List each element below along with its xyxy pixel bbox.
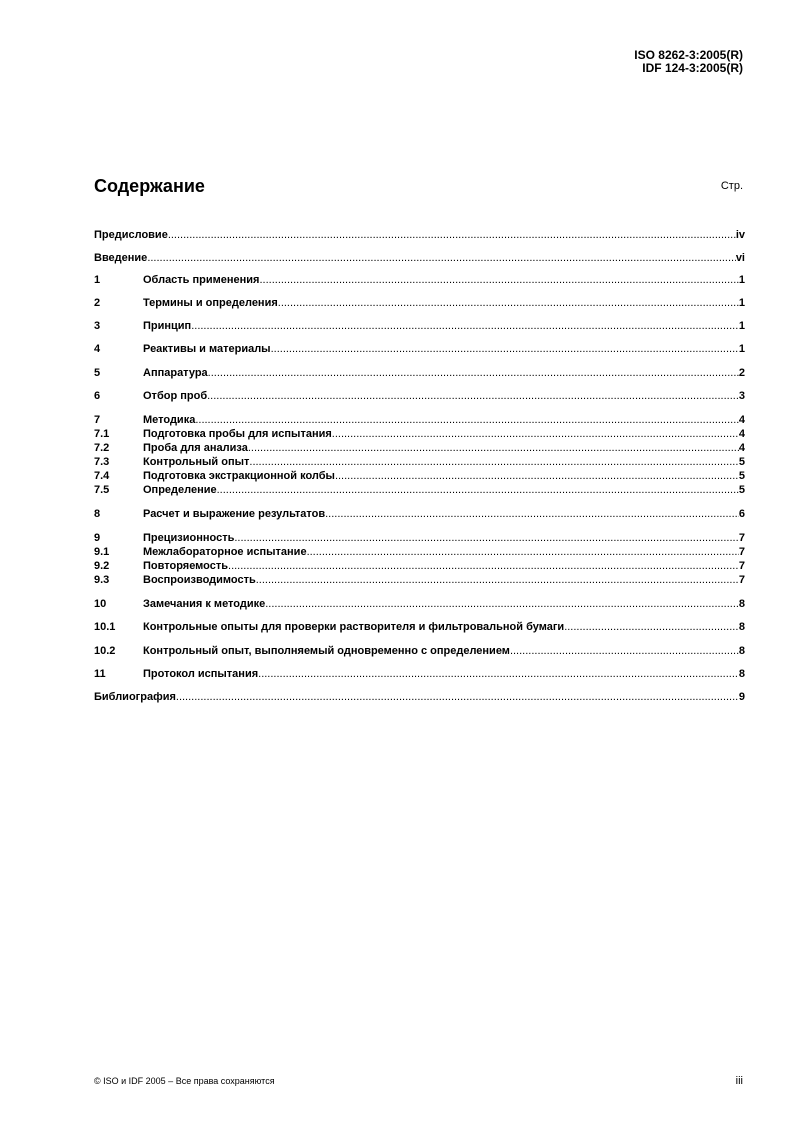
page-footer [94, 1075, 743, 1089]
toc-entry[interactable] [94, 597, 745, 611]
toc-entry[interactable] [94, 507, 745, 521]
dot-leader [332, 427, 739, 441]
toc-entry-title: Контрольный опыт, выполняемый одновременно с определением [143, 645, 510, 657]
toc-entry[interactable] [94, 366, 745, 380]
toc-entry[interactable] [94, 427, 745, 441]
toc-entry-title: Предисловие [94, 229, 168, 241]
toc-entry-title: Контрольные опыты для проверки растворителя и фильтровальной бумаги [143, 621, 565, 633]
toc-entry-page: iv [735, 229, 745, 241]
toc-entry[interactable] [94, 273, 745, 287]
toc-entry-page: 5 [738, 456, 745, 468]
toc-entry-title: Протокол испытания [143, 668, 259, 680]
toc-entry-page: 8 [738, 598, 745, 610]
dot-leader [249, 455, 738, 469]
toc-entry[interactable] [94, 251, 745, 265]
dot-leader [258, 667, 739, 681]
toc-entry-title: Методика [143, 414, 196, 426]
dot-leader [265, 597, 739, 611]
dot-leader [248, 441, 739, 455]
toc-entry-number: 7.5 [94, 484, 110, 496]
toc-entry-title: Воспроизводимость [143, 574, 256, 586]
toc-entry-title: Определение [143, 484, 217, 496]
toc-entry-title: Повторяемость [143, 560, 229, 572]
toc-entry-page: 3 [738, 390, 745, 402]
toc-entry-title: Библиография [94, 691, 176, 703]
dot-leader [234, 531, 739, 545]
toc-entry[interactable] [94, 228, 745, 242]
toc-entry-number: 3 [94, 320, 101, 332]
toc-entry-number: 11 [94, 668, 106, 680]
toc-entry-title: Введение [94, 252, 148, 264]
toc-entry-page: 4 [738, 442, 745, 454]
toc-entry-title: Контрольный опыт [143, 456, 250, 468]
toc-entry[interactable] [94, 483, 745, 497]
idf-standard-number: IDF 124-3:2005(R) [642, 61, 743, 75]
dot-leader [207, 389, 739, 403]
toc-entry-number: 2 [94, 297, 101, 309]
dot-leader [564, 620, 739, 634]
toc-entry-number: 9.1 [94, 546, 110, 558]
toc-entry-number: 9.2 [94, 560, 110, 572]
dot-leader [208, 366, 739, 380]
toc-entry[interactable] [94, 319, 745, 333]
toc-entry-page: 4 [738, 428, 745, 440]
dot-leader [228, 559, 739, 573]
toc-entry[interactable] [94, 389, 745, 403]
toc-entry-page: 8 [738, 645, 745, 657]
dot-leader [271, 342, 739, 356]
dot-leader [147, 251, 736, 265]
toc-entry-title: Подготовка пробы для испытания [143, 428, 332, 440]
toc-entry[interactable] [94, 644, 745, 658]
dot-leader [191, 319, 739, 333]
toc-entry[interactable] [94, 573, 745, 587]
toc-entry[interactable] [94, 690, 745, 704]
toc-entry-number: 10 [94, 598, 107, 610]
toc-entry-number: 5 [94, 367, 101, 379]
toc-entry-page: vi [735, 252, 745, 264]
toc-entry-page: 8 [738, 668, 745, 680]
toc-entry[interactable] [94, 531, 745, 545]
toc-entry-page: 1 [738, 274, 745, 286]
toc-entry-page: 1 [738, 320, 745, 332]
toc-entry-number: 10.2 [94, 645, 116, 657]
toc-entry-number: 7.4 [94, 470, 110, 482]
toc-entry[interactable] [94, 441, 745, 455]
toc-entry-page: 2 [738, 367, 745, 379]
toc-entry-page: 7 [738, 574, 745, 586]
toc-entry-page: 5 [738, 484, 745, 496]
dot-leader [217, 483, 739, 497]
dot-leader [325, 507, 739, 521]
toc-entry[interactable] [94, 620, 745, 634]
toc-entry-title: Аппаратура [143, 367, 208, 379]
toc-entry-page: 7 [738, 546, 745, 558]
toc-entry-number: 1 [94, 274, 101, 286]
dot-leader [335, 469, 739, 483]
dot-leader [195, 413, 739, 427]
toc-entry-page: 5 [738, 470, 745, 482]
toc-entry-page: 6 [738, 508, 745, 520]
toc-entry-title: Проба для анализа [143, 442, 248, 454]
toc-entry-title: Реактивы и материалы [143, 343, 271, 355]
page-number: iii [735, 1075, 743, 1087]
toc-entry-number: 6 [94, 390, 101, 402]
toc-entry-number: 9.3 [94, 574, 110, 586]
toc-entry[interactable] [94, 296, 745, 310]
toc-entry[interactable] [94, 559, 745, 573]
toc-entry-title: Подготовка экстракционной колбы [143, 470, 335, 482]
table-of-contents [94, 0, 745, 1122]
toc-entry-title: Прецизионность [143, 532, 235, 544]
toc-title: Содержание [94, 176, 205, 196]
toc-entry[interactable] [94, 469, 745, 483]
toc-entry-number: 7 [94, 414, 101, 426]
dot-leader [168, 228, 736, 242]
toc-entry[interactable] [94, 455, 745, 469]
toc-entry-number: 7.2 [94, 442, 110, 454]
toc-entry[interactable] [94, 342, 745, 356]
toc-entry-title: Межлабораторное испытание [143, 546, 307, 558]
toc-entry-number: 10.1 [94, 621, 116, 633]
toc-entry-page: 1 [738, 343, 745, 355]
toc-entry-title: Принцип [143, 320, 192, 332]
dot-leader [176, 690, 739, 704]
toc-entry-number: 4 [94, 343, 101, 355]
dot-leader [510, 644, 739, 658]
toc-entry-title: Замечания к методике [143, 598, 266, 610]
toc-entry[interactable] [94, 413, 745, 427]
toc-entry-page: 8 [738, 621, 745, 633]
toc-entry-title: Расчет и выражение результатов [143, 508, 326, 520]
iso-standard-number: ISO 8262-3:2005(R) [634, 48, 743, 62]
toc-entry-page: 9 [738, 691, 745, 703]
toc-entry-page: 7 [738, 560, 745, 572]
dot-leader [256, 573, 739, 587]
toc-entry-number: 8 [94, 508, 101, 520]
toc-entry-number: 7.1 [94, 428, 110, 440]
toc-entry-number: 9 [94, 532, 101, 544]
toc-entry[interactable] [94, 667, 745, 681]
toc-entry-title: Область применения [143, 274, 260, 286]
toc-entry[interactable] [94, 545, 745, 559]
toc-entry-title: Термины и определения [143, 297, 278, 309]
toc-entry-page: 1 [738, 297, 745, 309]
toc-entry-title: Отбор проб [143, 390, 208, 402]
toc-entry-number: 7.3 [94, 456, 110, 468]
toc-entry-page: 4 [738, 414, 745, 426]
copyright-notice: © ISO и IDF 2005 – Все права сохраняются [94, 1076, 275, 1086]
dot-leader [307, 545, 739, 559]
dot-leader [259, 273, 738, 287]
dot-leader [278, 296, 739, 310]
toc-entry-page: 7 [738, 532, 745, 544]
page-column-label: Стр. [720, 180, 743, 192]
